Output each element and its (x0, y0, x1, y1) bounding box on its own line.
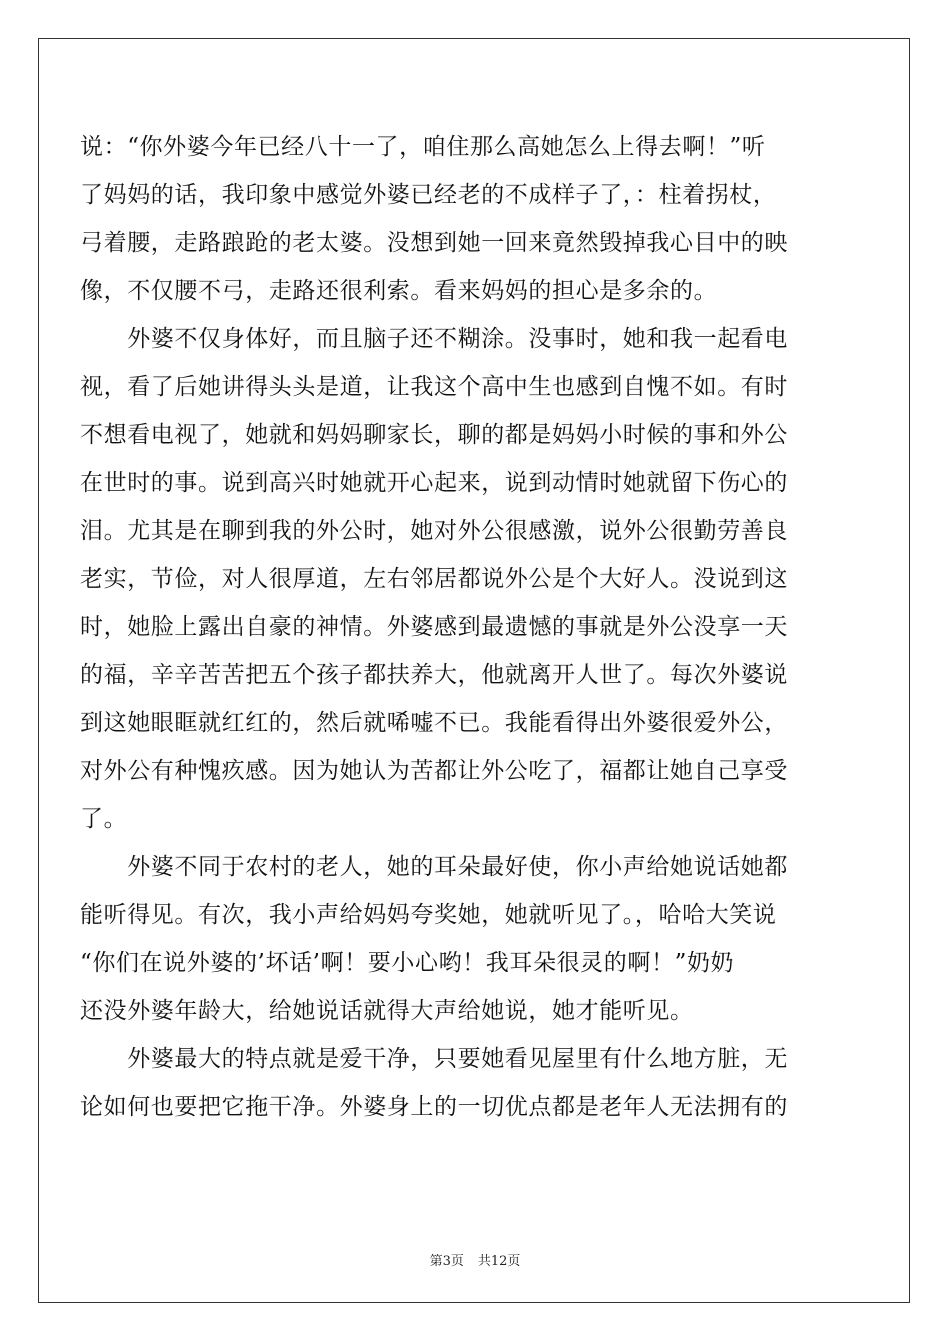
text-line: 说：“你外婆今年已经八十一了，咱住那么高她怎么上得去啊！”听 (80, 134, 766, 160)
text-line: 了妈妈的话，我印象中感觉外婆已经老的不成样子了，：柱着拐杖， (80, 182, 777, 208)
text-line: 时，她脸上露出自豪的神情。外婆感到最遗憾的事就是外公没享一天 (80, 614, 788, 640)
text-line: 的福，辛辛苦苦把五个孩子都扶养大，他就离开人世了。每次外婆说 (80, 662, 788, 688)
text-line: 外婆不同于农村的老人，她的耳朵最好使，你小声给她说话她都 (80, 854, 788, 880)
text-line: 视，看了后她讲得头头是道，让我这个高中生也感到自愧不如。有时 (80, 374, 788, 400)
text-line: “你们在说外婆的’坏话’啊！要小心哟！我耳朵很灵的啊！”奶奶 (80, 950, 735, 976)
text-line: 能听得见。有次，我小声给妈妈夸奖她，她就听见了。，哈哈大笑说 (80, 902, 777, 928)
text-line: 对外公有种愧疚感。因为她认为苦都让外公吃了，福都让她自己享受 (80, 758, 788, 784)
page-number: 第3页 (429, 1254, 464, 1269)
text-line: 老实，节俭，对人很厚道，左右邻居都说外公是个大好人。没说到这 (80, 566, 788, 592)
text-line: 到这她眼眶就红红的，然后就唏嘘不已。我能看得出外婆很爱外公， (80, 710, 788, 736)
page-footer (0, 1250, 950, 1269)
document-body (80, 127, 832, 1135)
text-line: 还没外婆年龄大，给她说话就得大声给她说，她才能听见。 (80, 998, 694, 1024)
text-line: 泪。尤其是在聊到我的外公时，她对外公很感激，说外公很勤劳善良 (80, 518, 788, 544)
text-line: 了。 (80, 806, 128, 832)
text-line: 外婆最大的特点就是爱干净，只要她看见屋里有什么地方脏，无 (80, 1046, 788, 1072)
text-line: 不想看电视了，她就和妈妈聊家长，聊的都是妈妈小时候的事和外公 (80, 422, 788, 448)
page-total: 共12页 (477, 1254, 521, 1269)
text-line: 在世时的事。说到高兴时她就开心起来，说到动情时她就留下伤心的 (80, 470, 788, 496)
text-line: 论如何也要把它拖干净。外婆身上的一切优点都是老年人无法拥有的 (80, 1094, 788, 1120)
text-line: 弓着腰，走路踉跄的老太婆。没想到她一回来竟然毁掉我心目中的映 (80, 230, 788, 256)
text-line: 外婆不仅身体好，而且脑子还不糊涂。没事时，她和我一起看电 (80, 326, 788, 352)
text-line: 像，不仅腰不弓，走路还很利索。看来妈妈的担心是多余的。 (80, 278, 718, 304)
